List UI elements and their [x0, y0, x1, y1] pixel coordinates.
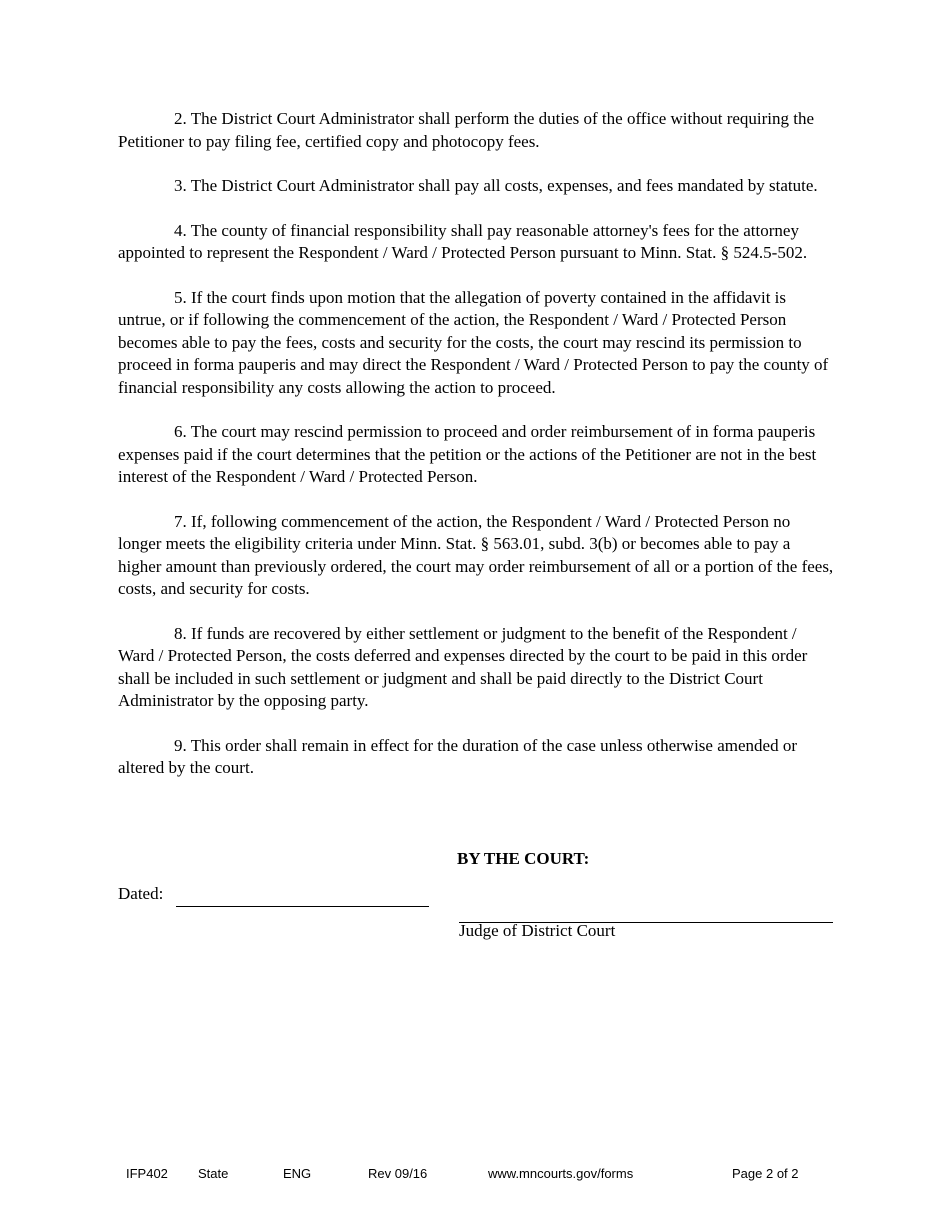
- paragraph-9: 9. This order shall remain in effect for the duration of the case unless otherwise amended or altered by the court.: [118, 735, 797, 777]
- paragraph-8: 8. If funds are recovered by either settlement or judgment to the benefit of the Respondent / Ward / Protected Person, the costs deferred and expenses directed by the court to be paid in this order shall be included in such settlement or judgment and shall be paid directly to the District Court Administrator by the opposing party.: [118, 623, 808, 710]
- footer-page-number: Page 2 of 2: [732, 1166, 799, 1181]
- footer-language: ENG: [283, 1166, 312, 1181]
- paragraph-7: 7. If, following commencement of the action, the Respondent / Ward / Protected Person no longer meets the eligibility criteria under Minn. Stat. § 563.01, subd. 3(b) or becomes able to pay a higher amount than previously ordered, the court may order reimbursement of all or a portion of the fees, costs, and security for costs.: [118, 511, 834, 598]
- footer-jurisdiction: State: [198, 1166, 229, 1181]
- paragraph-6: 6. The court may rescind permission to proceed and order reimbursement of in forma pauperis expenses paid if the court determines that the petition or the actions of the Petitioner are not in the best interest of the Respondent / Ward / Protected Person.: [118, 422, 817, 486]
- order-paragraphs: [118, 108, 836, 802]
- paragraph-2: 2. The District Court Administrator shall perform the duties of the office without requiring the Petitioner to pay filing fee, certified copy and photocopy fees.: [118, 109, 815, 151]
- judge-label: Judge of District Court: [459, 921, 616, 940]
- by-the-court-heading: BY THE COURT:: [457, 849, 590, 868]
- footer-revision: Rev 09/16: [368, 1166, 428, 1181]
- dated-label: Dated:: [118, 884, 164, 903]
- paragraph-3: 3. The District Court Administrator shall pay all costs, expenses, and fees mandated by statute.: [174, 176, 818, 195]
- dated-signature-line[interactable]: [176, 906, 429, 907]
- paragraph-4: 4. The county of financial responsibility shall pay reasonable attorney's fees for the attorney appointed to represent the Respondent / Ward / Protected Person pursuant to Minn. Stat. § 524.5-502.: [118, 220, 808, 262]
- paragraph-5: 5. If the court finds upon motion that the allegation of poverty contained in the affidavit is untrue, or if following the commencement of the action, the Respondent / Ward / Protected Person becomes able to pay the fees, costs and security for the costs, the court may rescind its permission to proceed in forma pauperis and may direct the Respondent / Ward / Protected Person to pay the county of financial responsibility any costs allowing the action to proceed.: [118, 287, 829, 397]
- footer-form-id: IFP402: [126, 1166, 168, 1181]
- footer-url[interactable]: www.mncourts.gov/forms: [488, 1166, 634, 1181]
